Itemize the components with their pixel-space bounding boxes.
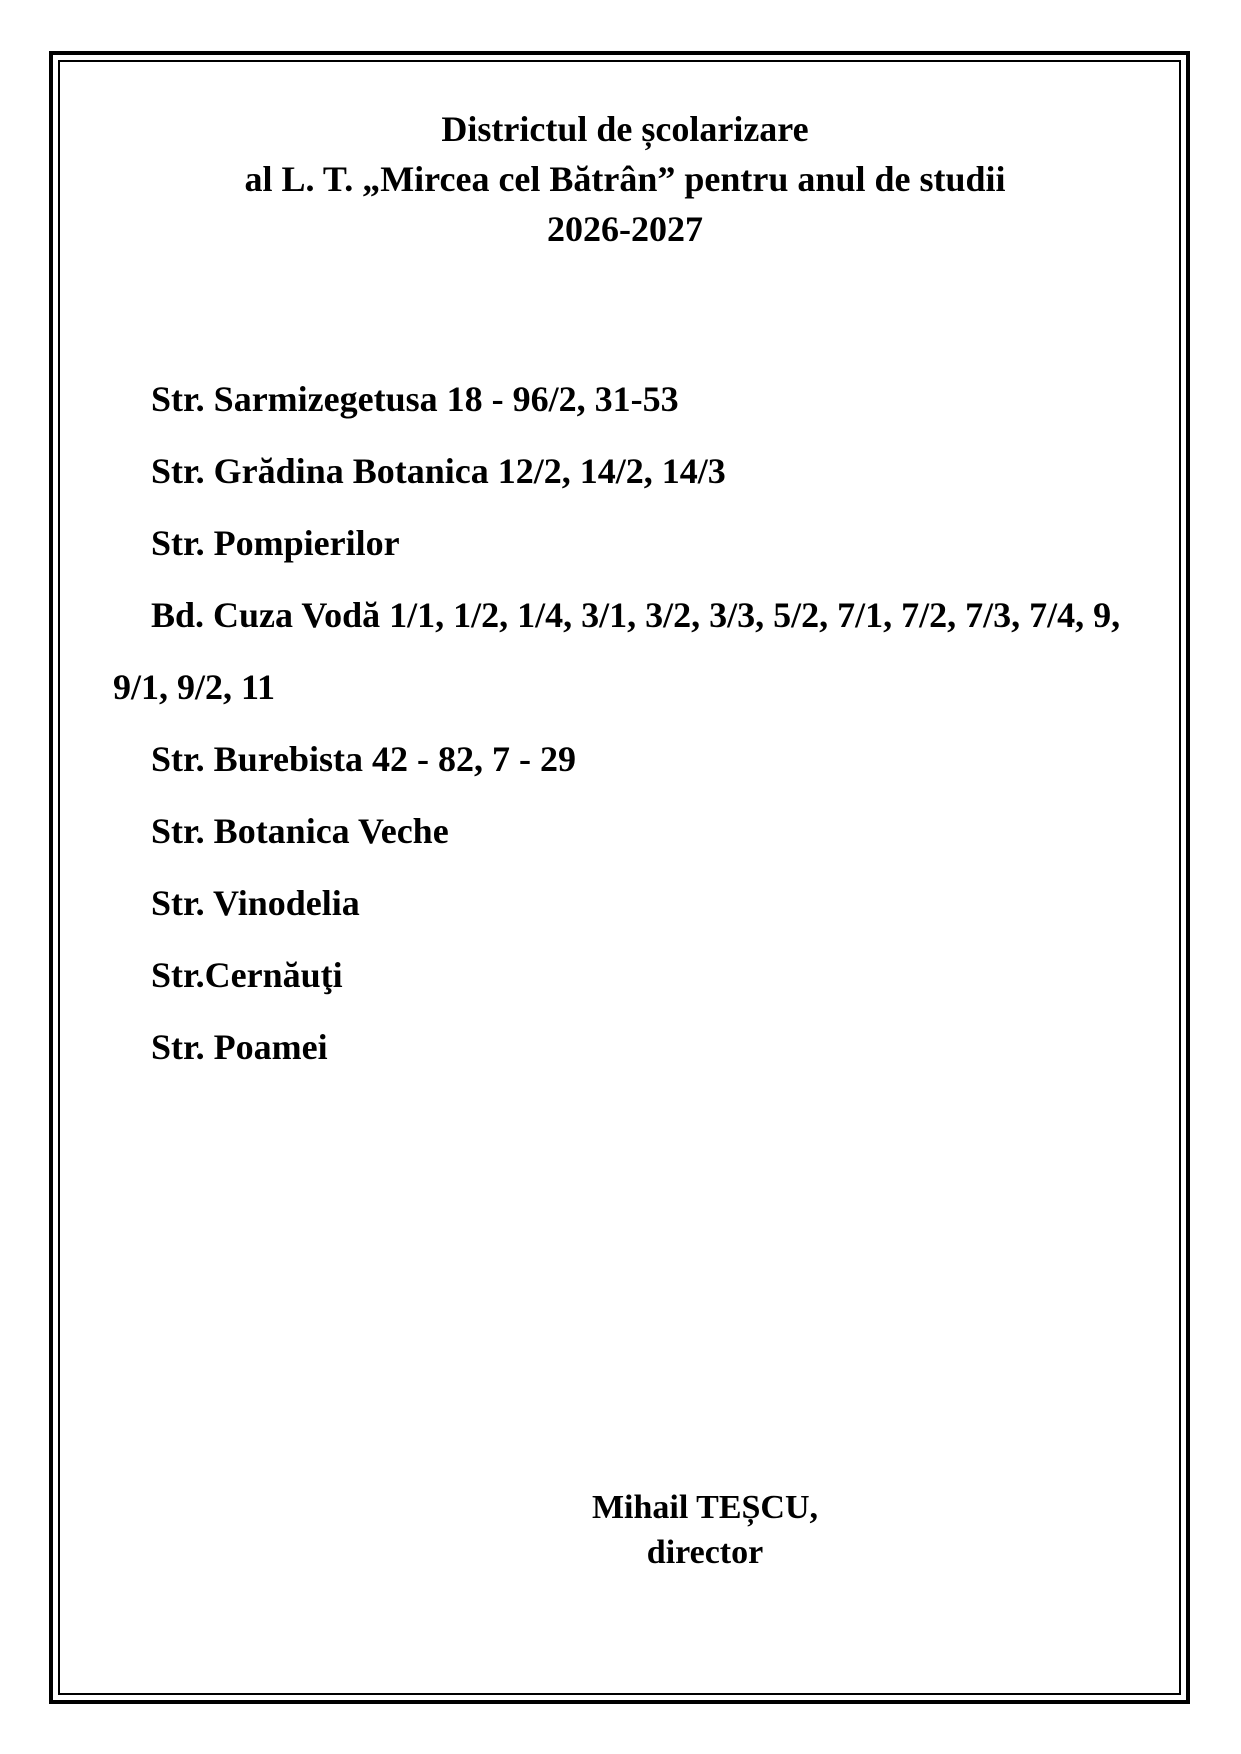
- signature-block: [540, 1485, 870, 1575]
- address-item: Str. Vinodelia: [151, 883, 360, 923]
- address-list: [113, 363, 1123, 1083]
- title-line-2: al L. T. „Mircea cel Bătrân” pentru anul de studii: [244, 159, 1006, 199]
- document-title: [100, 104, 1150, 254]
- address-item: Str. Poamei: [151, 1027, 328, 1067]
- address-item: Str. Grădina Botanica 12/2, 14/2, 14/3: [151, 451, 726, 491]
- title-line-1: Districtul de școlarizare: [441, 109, 809, 149]
- address-item: Str.Cernăuţi: [151, 955, 343, 995]
- address-item: Str. Burebista 42 - 82, 7 - 29: [151, 739, 577, 779]
- address-item: Bd. Cuza Vodă 1/1, 1/2, 1/4, 3/1, 3/2, 3/3, 5/2, 7/1, 7/2, 7/3, 7/4, 9, 9/1, 9/2, 11: [113, 595, 1121, 707]
- signatory-role: director: [646, 1534, 764, 1571]
- signatory-name: Mihail TEȘCU,: [591, 1489, 819, 1526]
- address-item: Str. Pompierilor: [151, 523, 400, 563]
- title-line-3: 2026-2027: [547, 209, 703, 249]
- address-item: Str. Botanica Veche: [151, 811, 449, 851]
- address-item: Str. Sarmizegetusa 18 - 96/2, 31-53: [151, 379, 679, 419]
